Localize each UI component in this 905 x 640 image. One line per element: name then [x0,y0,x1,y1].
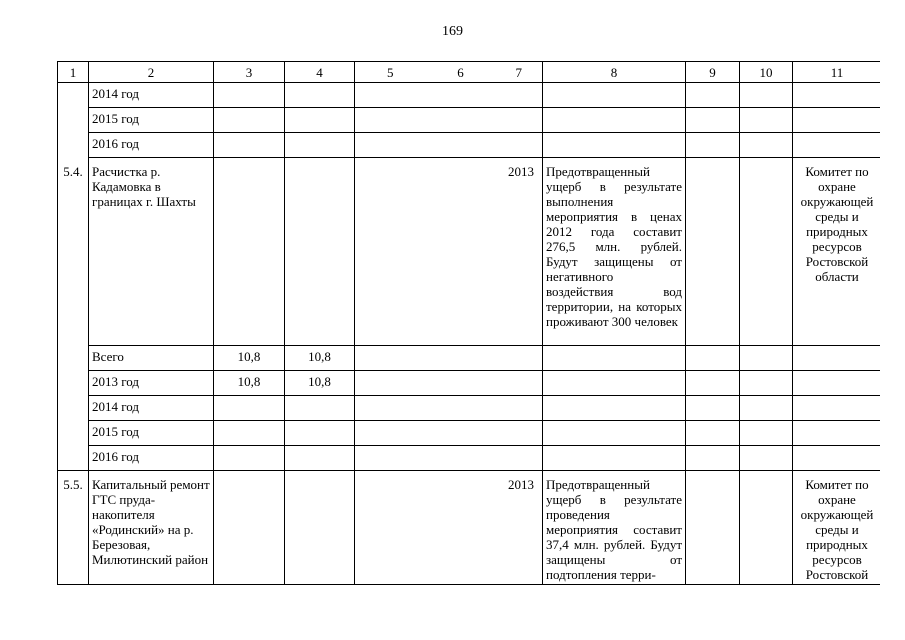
header-cell: 8 [543,62,686,83]
item-executor: Комитет по охране окружающей среды и природных ресурсов Ростовской [793,471,882,585]
row-label: 2013 год [89,371,214,396]
item-number: 5.4. [58,158,89,471]
row-label: 2016 год [89,133,214,158]
measures-table [57,61,882,585]
page-right-margin [880,60,905,590]
table-row [58,133,882,158]
value-cell: 10,8 [214,371,285,396]
table-row [58,346,882,371]
item-year: 2013 [496,158,543,346]
table-row [58,108,882,133]
table-row [58,421,882,446]
item-year: 2013 [496,471,543,585]
table-row [58,158,882,346]
item-number: 5.5. [58,471,89,585]
header-cell: 1 [58,62,89,83]
row-label: 2015 год [89,108,214,133]
item-number-cell [58,83,89,158]
value-cell: 10,8 [285,371,355,396]
header-cell: 3 [214,62,285,83]
table-row [58,471,882,585]
header-cell: 7 [496,62,543,83]
row-label: 2014 год [89,396,214,421]
header-cell: 9 [686,62,740,83]
item-effect: Предотвращенный ущерб в результате выполнения мероприятия в ценах 2012 года составит 276,5 млн. рублей. Будут защищены от негативного воздействия вод территории, на которых проживают 300 человек [543,158,686,346]
row-label: 2014 год [89,83,214,108]
table-row [58,446,882,471]
table-row [58,83,882,108]
value-cell: 10,8 [214,346,285,371]
item-executor: Комитет по охране окружающей среды и природных ресурсов Ростовской области [793,158,882,346]
value-cell: 10,8 [285,346,355,371]
row-label: 2016 год [89,446,214,471]
item-name: Капитальный ремонт ГТС пруда-накопителя «Родинский» на р. Березовая, Милютинский район [89,471,214,585]
table-row [58,396,882,421]
header-cell: 5 [355,62,426,83]
item-name: Расчистка р. Кадамовка в границах г. Шахты [89,158,214,346]
table-header-row [58,62,882,83]
header-cell: 10 [740,62,793,83]
header-cell: 11 [793,62,882,83]
header-cell: 6 [426,62,496,83]
header-cell: 2 [89,62,214,83]
page-number: 169 [442,24,463,39]
row-label: Всего [89,346,214,371]
row-label: 2015 год [89,421,214,446]
header-cell: 4 [285,62,355,83]
item-effect: Предотвращенный ущерб в результате проведения мероприятия составит 37,4 млн. рублей. Будут защищены от подтопления терри- [543,471,686,585]
table-row [58,371,882,396]
